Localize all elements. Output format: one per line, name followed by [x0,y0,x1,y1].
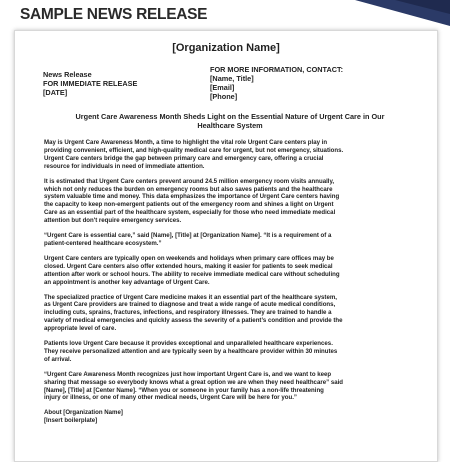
release-body [44,139,419,432]
paragraph-line: “Urgent Care is essential care,” said [Name], [Title] at [Organization Name]. “It is a requirement of a [44,232,332,240]
paragraph [44,409,419,425]
paragraph-line: attention after work or school hours. The ability to receive immediate medical care without scheduling [44,270,340,278]
paragraph [44,178,419,225]
organization-name: [Organization Name] [172,42,280,54]
paragraph [44,255,419,287]
paragraph-line: variety of medical emergencies and quickly assess the severity of a patient’s condition and provide the [44,317,343,325]
paragraph-line: [Insert boilerplate] [44,417,98,425]
paragraph-line: as Urgent Care providers are trained to diagnose and treat a wide range of acute medical conditions, [44,301,336,309]
paragraph-line: providing convenient, efficient, and high-quality medical care for urgent, but not emergency, situations. [44,146,344,154]
paragraph [44,139,419,171]
paragraph-line: It is estimated that Urgent Care centers prevent around 24.5 million emergency room visits annually, [44,177,335,185]
release-timing: FOR IMMEDIATE RELEASE [43,79,138,88]
contact-info [210,65,343,101]
paragraph-line: Patients love Urgent Care because it provides exceptional and unparalleled healthcare experiences. [44,340,333,348]
paragraph-line: May is Urgent Care Awareness Month, a time to highlight the vital role Urgent Care centers play in [44,139,328,146]
paragraph [44,294,419,334]
paragraph [44,340,419,364]
paragraph [44,232,419,248]
paragraph-line: which not only reduces the burden on emergency rooms but also saves patients and the healthcare [44,185,333,193]
paragraph-line: including cuts, sprains, fractures, infections, and respiratory illnesses. They are trained to handle a [44,309,332,317]
contact-email: [Email] [210,83,235,92]
paragraph-line: Urgent Care centers bridge the gap between primary care and emergency care, offering a crucial [44,154,324,162]
paragraph-line: “Urgent Care Awareness Month recognizes just how important Urgent Care is, and we want to keep [44,370,332,378]
news-release-document [14,30,438,462]
page-header-title: SAMPLE NEWS RELEASE [20,6,208,23]
paragraph-line: [Name], [Title] at [Center Name]. “When you or someone in your family has a non-life threatening [44,386,324,394]
paragraph-line: sharing that message so everybody knows what a great option we are when they need healthcare” said [44,378,344,386]
paragraph-line: the capacity to keep non-emergent patients out of the emergency room and shines a light on Urgent [44,201,334,209]
paragraph-line: closed. Urgent Care centers also offer extended hours, making it easier for patients to seek medical [44,262,333,270]
corner-decoration-dark [395,0,450,14]
paragraph-line: Urgent Care centers are typically open on weekends and holidays when primary care offices may be [44,254,334,262]
paragraph-line: resource for individuals in need of immediate attention. [44,162,205,170]
paragraph-line: About [Organization Name] [44,409,123,417]
paragraph-line: appropriate level of care. [44,325,117,333]
contact-phone: [Phone] [210,92,238,101]
headline-line: Urgent Care Awareness Month Sheds Light on the Essential Nature of Urgent Care in Our [75,112,385,121]
contact-name: [Name, Title] [210,74,254,83]
paragraph-line: Care as an essential part of the healthcare system, especially for those who need immediate medical [44,209,336,217]
paragraph-line: attention but don't require emergency services. [44,217,182,225]
paragraph-line: The specialized practice of Urgent Care medicine makes it an essential part of the healthcare system, [44,293,337,301]
paragraph-line: They receive personalized attention and are typically seen by a healthcare provider within 30 minutes [44,347,338,355]
paragraph-line: an appointment is another key advantage of Urgent Care. [44,278,210,286]
paragraph-line: system valuable time and money. This data emphasizes the importance of Urgent Care centers having [44,193,340,201]
release-date: [DATE] [43,88,68,97]
release-type: News Release [43,70,92,79]
paragraph-line: patient-centered healthcare ecosystem.” [44,239,162,247]
paragraph [44,371,419,403]
paragraph-line: injury or illness, or one of many other medical needs, Urgent Care will be here for you.” [44,394,297,402]
headline-line: Healthcare System [197,121,263,130]
release-headline [49,112,411,130]
paragraph-line: of arrival. [44,355,72,363]
release-info [43,70,137,97]
contact-heading: FOR MORE INFORMATION, CONTACT: [210,65,344,74]
